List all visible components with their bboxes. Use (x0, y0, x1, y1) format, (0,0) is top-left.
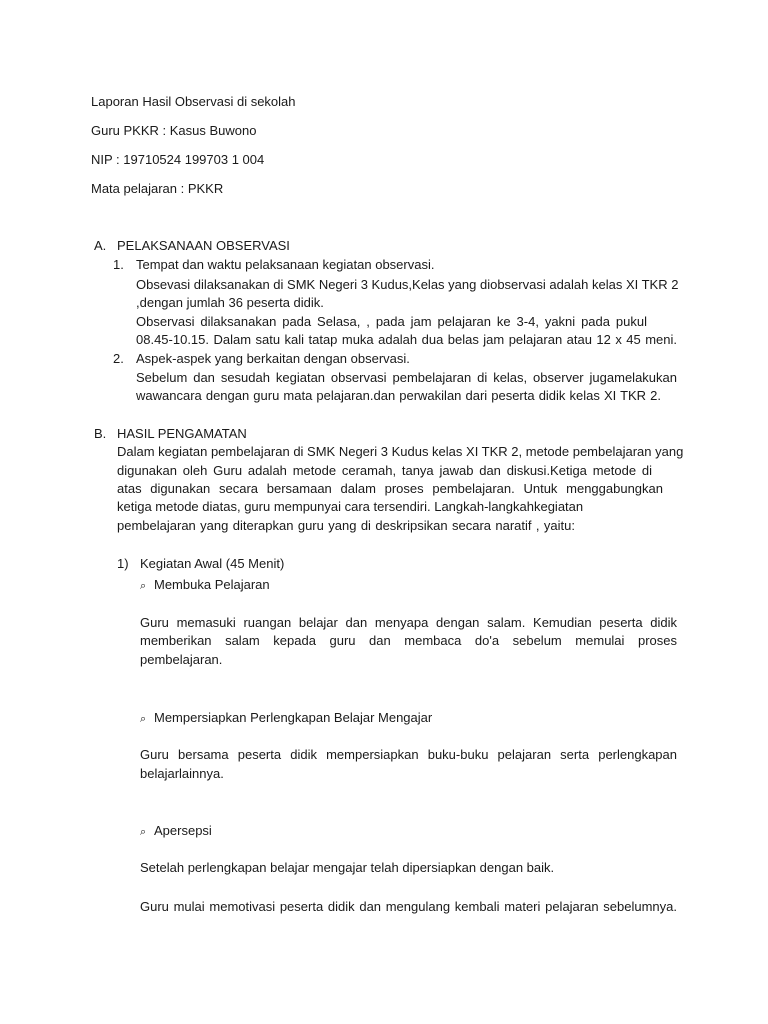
teacher-nip: NIP : 19710524 199703 1 004 (91, 152, 265, 167)
subject: Mata pelajaran : PKKR (91, 181, 224, 196)
section-b-line: Dalam kegiatan pembelajaran di SMK Negeri 3 Kudus kelas XI TKR 2, metode pembelajaran yang (117, 444, 684, 459)
sub-paragraph-line: belajarlainnya. (140, 766, 224, 781)
item-1-line: ,dengan jumlah 36 peserta didik. (136, 295, 324, 310)
item-2-line: Sebelum dan sesudah kegiatan observasi pembelajaran di kelas, observer jugamelakukan (136, 370, 677, 385)
sub-title: Apersepsi (154, 823, 212, 838)
item-2-line: wawancara dengan guru mata pelajaran.dan perwakilan dari peserta didik kelas XI TKR 2. (136, 388, 661, 403)
sub-heading-mempersiapkan (140, 709, 432, 728)
report-title: Laporan Hasil Observasi di sekolah (91, 94, 296, 109)
magnifier-icon: ⌕ (140, 580, 147, 592)
item-1-number: 1. (113, 257, 124, 272)
section-b-line: atas digunakan secara bersamaan dalam proses pembelajaran. Untuk menggabungkan (117, 481, 663, 496)
item-1-line: Observasi dilaksanakan pada Selasa, , pada jam pelajaran ke 3-4, yakni pada pukul (136, 314, 647, 329)
kegiatan-number: 1) (117, 556, 129, 571)
sub-title: Mempersiapkan Perlengkapan Belajar Mengajar (154, 710, 433, 725)
kegiatan-title: Kegiatan Awal (45 Menit) (140, 556, 285, 571)
section-a-marker: A. (94, 238, 107, 253)
item-1-title: Tempat dan waktu pelaksanaan kegiatan observasi. (136, 257, 435, 272)
sub-paragraph-line: Guru bersama peserta didik mempersiapkan buku-buku pelajaran serta perlengkapan (140, 747, 677, 762)
sub-paragraph-line: Guru mulai memotivasi peserta didik dan mengulang kembali materi pelajaran sebelumnya. (140, 899, 677, 914)
section-b-marker: B. (94, 426, 107, 441)
sub-paragraph-line: Setelah perlengkapan belajar mengajar telah dipersiapkan dengan baik. (140, 860, 555, 875)
sub-heading-membuka (140, 576, 270, 595)
sub-paragraph-line: pembelajaran. (140, 652, 223, 667)
item-1-line: 08.45-10.15. Dalam satu kali tatap muka adalah dua belas jam pelajaran atau 12 x 45 meni. (136, 332, 677, 347)
item-1-line: Obsevasi dilaksanakan di SMK Negeri 3 Kudus,Kelas yang diobservasi adalah kelas XI TKR 2 (136, 277, 679, 292)
sub-title: Membuka Pelajaran (154, 577, 270, 592)
section-b-heading: HASIL PENGAMATAN (117, 426, 247, 441)
section-b-line: pembelajaran yang diterapkan guru yang di deskripsikan secara naratif , yaitu: (117, 518, 575, 533)
item-2-number: 2. (113, 351, 124, 366)
magnifier-icon: ⌕ (140, 713, 147, 725)
magnifier-icon: ⌕ (140, 826, 147, 838)
section-a-heading: PELAKSANAAN OBSERVASI (117, 238, 290, 253)
sub-heading-apersepsi (140, 822, 212, 841)
teacher-name: Guru PKKR : Kasus Buwono (91, 123, 257, 138)
section-b-line: ketiga metode diatas, guru mempunyai cara tersendiri. Langkah-langkahkegiatan (117, 499, 584, 514)
section-b-line: digunakan oleh Guru adalah metode ceramah, tanya jawab dan diskusi.Ketiga metode di (117, 463, 652, 478)
sub-paragraph-line: memberikan salam kepada guru dan membaca do'a sebelum memulai proses (140, 633, 677, 648)
item-2-title: Aspek-aspek yang berkaitan dengan observasi. (136, 351, 410, 366)
sub-paragraph-line: Guru memasuki ruangan belajar dan menyapa dengan salam. Kemudian peserta didik (140, 615, 677, 630)
